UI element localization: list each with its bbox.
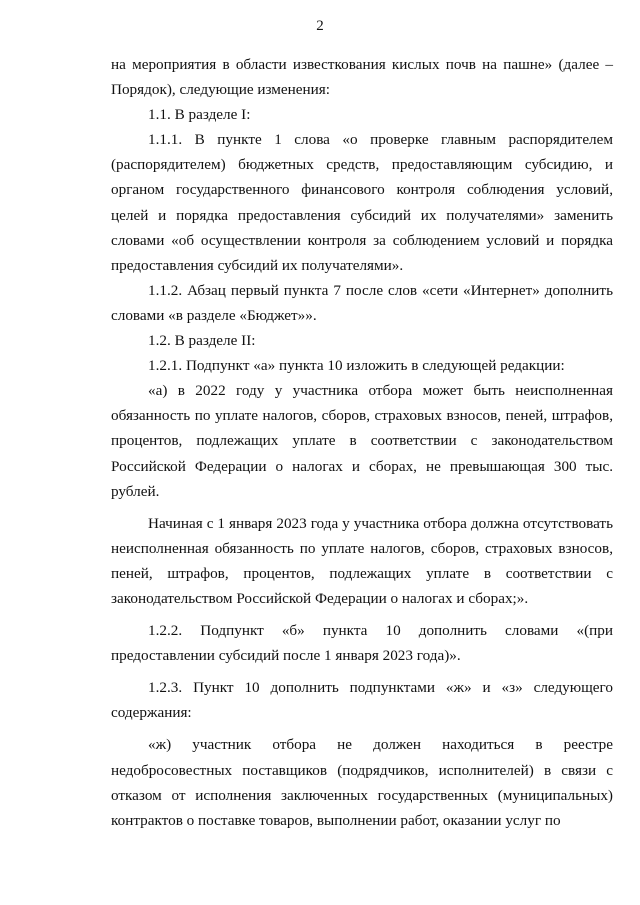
paragraph-subitem-zh: «ж) участник отбора не должен находиться в реестре недобросовестных поставщиков (подрядчиков, исполнителей) в связи с отказом от исполнения заключенных государственных (муниципальных) контрактов о поставке товаров, выполнении работ, оказании услуг по: [111, 736, 613, 829]
paragraph-1-2-2: 1.2.2. Подпункт «б» пункта 10 дополнить словами «(при предоставлении субсидий после 1 января 2023 года)».: [111, 622, 613, 665]
paragraph-1-2: 1.2. В разделе II:: [148, 332, 256, 350]
document-body: [111, 52, 613, 833]
paragraph-1-1-1: 1.1.1. В пункте 1 слова «о проверке главным распорядителем (распорядителем) бюджетных средств, предоставляющим субсидию, и органом государственного финансового контроля соблюдения условий, целей и порядка предоставления субсидий их получателями» заменить словами «об осуществлении контроля за соблюдением условий и порядка предоставления субсидий их получателями».: [111, 131, 613, 274]
paragraph-1-2-1: 1.2.1. Подпункт «а» пункта 10 изложить в следующей редакции:: [148, 357, 565, 375]
paragraph-1-1-2: 1.1.2. Абзац первый пункта 7 после слов «сети «Интернет» дополнить словами «в разделе «Бюджет»».: [111, 281, 613, 324]
paragraph-1-1: 1.1. В разделе I:: [148, 106, 251, 124]
page-number: 2: [316, 18, 324, 34]
paragraph-intro-continuation: на мероприятия в области известкования кислых почв на пашне» (далее – Порядок), следующие изменения:: [111, 56, 613, 99]
paragraph-1-2-3: 1.2.3. Пункт 10 дополнить подпунктами «ж» и «з» следующего содержания:: [111, 679, 613, 722]
paragraph-from-2023: Начиная с 1 января 2023 года у участника отбора должна отсутствовать неисполненная обязанность по уплате налогов, сборов, страховых взносов, пеней, штрафов, процентов, подлежащих уплате в соответствии с законодательством Российской Федерации о налогах и сборах;».: [111, 514, 613, 607]
paragraph-subitem-a: «а) в 2022 году у участника отбора может быть неисполненная обязанность по уплате налогов, сборов, страховых взносов, пеней, штрафов, процентов, подлежащих уплате в соответствии с законодательством Российской Федерации о налогах и сборах, не превышающая 300 тыс. рублей.: [111, 382, 613, 500]
